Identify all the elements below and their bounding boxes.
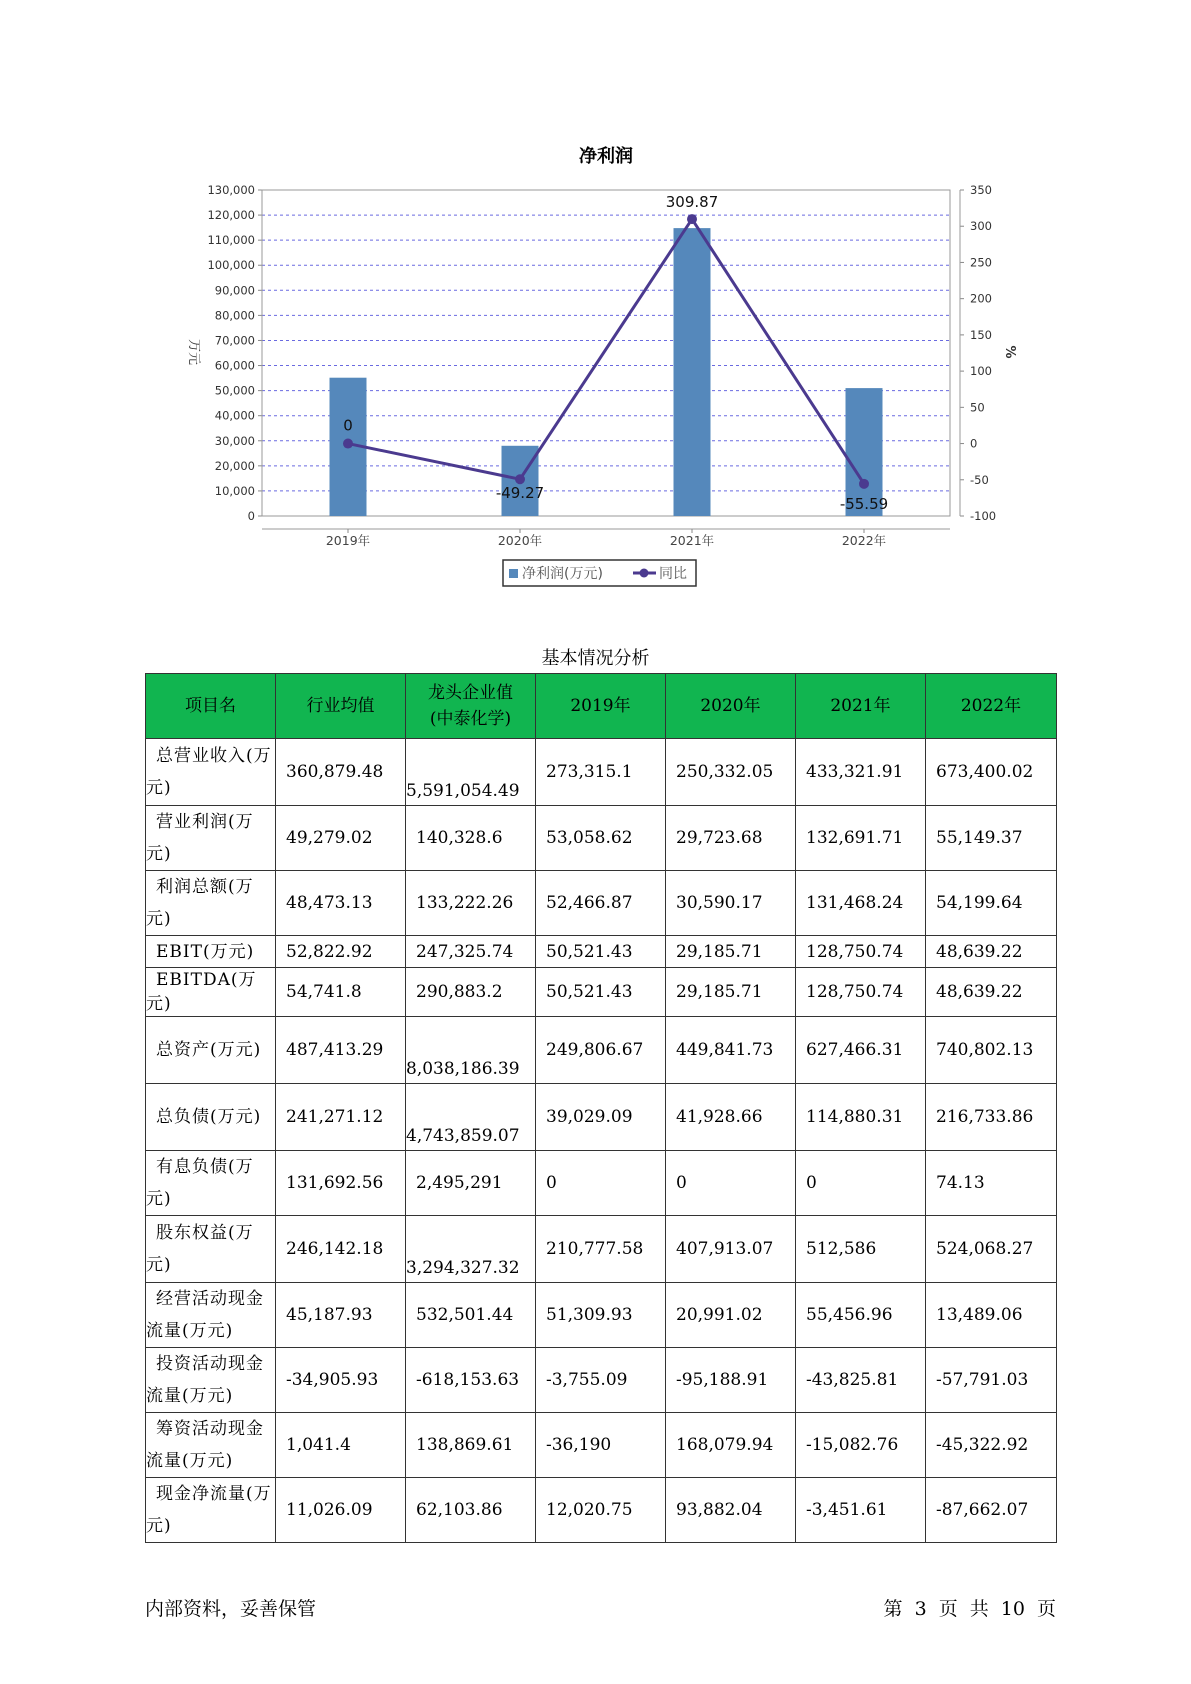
y2-tick-label: -50	[970, 472, 989, 487]
y-tick-label: 50,000	[214, 383, 255, 398]
y2-tick-label: 150	[970, 327, 992, 342]
row-label: EBITDA(万元)	[146, 968, 276, 1017]
column-header	[146, 674, 276, 739]
table-row	[146, 1283, 1057, 1348]
yoy-data-label: -55.59	[839, 494, 889, 513]
table-row	[146, 1348, 1057, 1413]
table-row	[146, 1151, 1057, 1216]
chart-title: 净利润	[579, 146, 633, 167]
table-cell-y2019: 12,020.75	[536, 1478, 666, 1543]
y2-tick-label: -100	[970, 509, 997, 523]
legend-line-label: 同比	[659, 566, 687, 582]
table-cell-y2022: 524,068.27	[926, 1216, 1057, 1283]
table-row	[146, 1017, 1057, 1084]
table-cell-lead: 3,294,327.32	[406, 1216, 536, 1283]
table-cell-lead: -618,153.63	[406, 1348, 536, 1413]
row-label: 股东权益(万元)	[146, 1216, 276, 1283]
x-tick-label: 2022年	[841, 533, 887, 548]
table-cell-y2021: -15,082.76	[796, 1413, 926, 1478]
column-header-text: 2019年	[570, 696, 631, 716]
table-cell-y2021: 114,880.31	[796, 1084, 926, 1151]
x-tick-label: 2019年	[325, 533, 371, 548]
table-cell-y2021: 131,468.24	[796, 871, 926, 936]
yoy-line	[348, 219, 864, 484]
column-header	[926, 674, 1057, 739]
table-row	[146, 936, 1057, 968]
table-cell-lead: 532,501.44	[406, 1283, 536, 1348]
table-cell-y2022: 740,802.13	[926, 1017, 1057, 1084]
y-tick-label: 40,000	[214, 408, 255, 423]
table-cell-y2019: 53,058.62	[536, 806, 666, 871]
table-cell-y2020: 168,079.94	[666, 1413, 796, 1478]
row-label: 筹资活动现金流量(万元)	[146, 1413, 276, 1478]
table-cell-y2019: 52,466.87	[536, 871, 666, 936]
table-cell-avg: 246,142.18	[276, 1216, 406, 1283]
row-label: 营业利润(万元)	[146, 806, 276, 871]
table-cell-lead: 2,495,291	[406, 1151, 536, 1216]
table-cell-y2019: 273,315.1	[536, 739, 666, 806]
table-cell-y2022: 13,489.06	[926, 1283, 1057, 1348]
row-label: 总资产(万元)	[146, 1017, 276, 1084]
table-cell-y2020: 29,185.71	[666, 968, 796, 1017]
table-cell-y2019: 50,521.43	[536, 936, 666, 968]
footer-page-number: 第 3 页 共 10 页	[883, 1598, 1056, 1620]
column-header-text: 2022年	[960, 696, 1022, 716]
table-cell-y2021: -3,451.61	[796, 1478, 926, 1543]
table-cell-avg: 54,741.8	[276, 968, 406, 1017]
table-cell-y2022: 48,639.22	[926, 968, 1057, 1017]
row-label: 有息负债(万元)	[146, 1151, 276, 1216]
table-cell-y2022: 673,400.02	[926, 739, 1057, 806]
table-cell-avg: 48,473.13	[276, 871, 406, 936]
table-cell-y2019: 249,806.67	[536, 1017, 666, 1084]
table-row	[146, 1084, 1057, 1151]
table-cell-y2020: 29,185.71	[666, 936, 796, 968]
column-header	[666, 674, 796, 739]
table-cell-avg: -34,905.93	[276, 1348, 406, 1413]
table-row	[146, 968, 1057, 1017]
table-cell-lead: 5,591,054.49	[406, 739, 536, 806]
y-tick-label: 120,000	[207, 208, 255, 223]
net-profit-chart	[0, 0, 1191, 600]
table-cell-y2022: 74.13	[926, 1151, 1057, 1216]
table-cell-y2022: -57,791.03	[926, 1348, 1057, 1413]
table-cell-y2022: 55,149.37	[926, 806, 1057, 871]
y-tick-label: 110,000	[207, 233, 255, 248]
yoy-data-label: -49.27	[495, 484, 545, 503]
x-tick-label: 2021年	[669, 533, 715, 548]
row-label: EBIT(万元)	[146, 936, 276, 968]
table-cell-y2020: 93,882.04	[666, 1478, 796, 1543]
y-tick-label: 30,000	[214, 433, 255, 448]
yoy-point	[343, 439, 353, 449]
table-cell-y2020: 407,913.07	[666, 1216, 796, 1283]
table-cell-y2021: 128,750.74	[796, 936, 926, 968]
y-tick-label: 10,000	[214, 483, 255, 498]
table-cell-y2019: 39,029.09	[536, 1084, 666, 1151]
table-cell-lead: 290,883.2	[406, 968, 536, 1017]
table-cell-y2019: 0	[536, 1151, 666, 1216]
table-cell-y2020: 20,991.02	[666, 1283, 796, 1348]
table-cell-lead: 138,869.61	[406, 1413, 536, 1478]
table-cell-y2022: -87,662.07	[926, 1478, 1057, 1543]
y2-axis-label: %	[1002, 345, 1017, 359]
table-cell-lead: 8,038,186.39	[406, 1017, 536, 1084]
y-tick-label: 130,000	[207, 183, 255, 197]
y-tick-label: 20,000	[214, 458, 255, 473]
column-header	[406, 674, 536, 739]
row-label: 投资活动现金流量(万元)	[146, 1348, 276, 1413]
column-header	[276, 674, 406, 739]
y2-tick-label: 250	[970, 255, 992, 270]
table-cell-avg: 131,692.56	[276, 1151, 406, 1216]
y2-tick-label: 350	[970, 183, 992, 197]
column-header-text: (中泰化学)	[429, 709, 512, 729]
row-label: 总负债(万元)	[146, 1084, 276, 1151]
column-header-text: 行业均值	[306, 696, 375, 716]
y-tick-label: 70,000	[214, 333, 255, 348]
table-cell-lead: 247,325.74	[406, 936, 536, 968]
table-cell-y2021: 433,321.91	[796, 739, 926, 806]
column-header	[536, 674, 666, 739]
yoy-point	[687, 214, 697, 224]
table-cell-y2022: 54,199.64	[926, 871, 1057, 936]
y2-tick-label: 0	[970, 436, 978, 451]
table-cell-avg: 487,413.29	[276, 1017, 406, 1084]
y-tick-label: 0	[247, 509, 255, 523]
table-cell-lead: 62,103.86	[406, 1478, 536, 1543]
legend-line-marker	[640, 569, 649, 578]
table-row	[146, 1216, 1057, 1283]
y2-tick-label: 50	[970, 400, 985, 415]
table-cell-y2021: -43,825.81	[796, 1348, 926, 1413]
table-row	[146, 871, 1057, 936]
table-cell-avg: 241,271.12	[276, 1084, 406, 1151]
table-cell-y2020: -95,188.91	[666, 1348, 796, 1413]
table-row	[146, 739, 1057, 806]
table-cell-lead: 4,743,859.07	[406, 1084, 536, 1151]
y-tick-label: 90,000	[214, 283, 255, 298]
y-axis-label: 万元	[186, 338, 201, 366]
table-cell-lead: 140,328.6	[406, 806, 536, 871]
footer-confidential-note: 内部资料，妥善保管	[145, 1598, 317, 1620]
yoy-point	[859, 479, 869, 489]
legend-bar-swatch	[509, 569, 518, 578]
table-cell-y2021: 512,586	[796, 1216, 926, 1283]
table-cell-y2022: 48,639.22	[926, 936, 1057, 968]
table-cell-avg: 11,026.09	[276, 1478, 406, 1543]
table-cell-y2022: 216,733.86	[926, 1084, 1057, 1151]
yoy-point	[515, 474, 525, 484]
y2-tick-label: 300	[970, 219, 992, 234]
column-header-text: 龙头企业值	[428, 683, 513, 703]
y-tick-label: 80,000	[214, 308, 255, 323]
x-tick-label: 2020年	[497, 533, 543, 548]
column-header-text: 2020年	[700, 696, 761, 716]
table-cell-y2022: -45,322.92	[926, 1413, 1057, 1478]
y-tick-label: 100,000	[207, 258, 255, 273]
column-header-text: 2021年	[830, 696, 891, 716]
table-cell-avg: 52,822.92	[276, 936, 406, 968]
y2-tick-label: 100	[970, 364, 992, 379]
yoy-data-label: 309.87	[665, 193, 719, 212]
column-header	[796, 674, 926, 739]
table-cell-lead: 133,222.26	[406, 871, 536, 936]
table-body	[146, 739, 1057, 1543]
table-cell-avg: 45,187.93	[276, 1283, 406, 1348]
table-cell-y2019: -3,755.09	[536, 1348, 666, 1413]
table-cell-y2019: 50,521.43	[536, 968, 666, 1017]
table-row	[146, 806, 1057, 871]
bar-2021年	[674, 228, 711, 516]
row-label: 现金净流量(万元)	[146, 1478, 276, 1543]
table-cell-y2020: 29,723.68	[666, 806, 796, 871]
basic-analysis-table	[145, 673, 1057, 1543]
legend-bar-label: 净利润(万元)	[522, 566, 603, 582]
table-header	[146, 674, 1057, 739]
table-cell-y2020: 30,590.17	[666, 871, 796, 936]
y-tick-label: 60,000	[214, 358, 255, 373]
y2-tick-label: 200	[970, 291, 992, 306]
table-cell-avg: 49,279.02	[276, 806, 406, 871]
row-label: 经营活动现金流量(万元)	[146, 1283, 276, 1348]
row-label: 利润总额(万元)	[146, 871, 276, 936]
table-cell-y2020: 449,841.73	[666, 1017, 796, 1084]
table-cell-y2021: 0	[796, 1151, 926, 1216]
row-label: 总营业收入(万元)	[146, 739, 276, 806]
yoy-data-label: 0	[343, 416, 353, 435]
table-row	[146, 1413, 1057, 1478]
table-cell-y2019: 51,309.93	[536, 1283, 666, 1348]
table-title: 基本情况分析	[541, 648, 650, 669]
table-cell-y2019: 210,777.58	[536, 1216, 666, 1283]
table-cell-y2020: 41,928.66	[666, 1084, 796, 1151]
table-cell-y2021: 627,466.31	[796, 1017, 926, 1084]
table-cell-y2021: 55,456.96	[796, 1283, 926, 1348]
table-cell-avg: 360,879.48	[276, 739, 406, 806]
table-cell-avg: 1,041.4	[276, 1413, 406, 1478]
table-cell-y2020: 250,332.05	[666, 739, 796, 806]
table-cell-y2021: 128,750.74	[796, 968, 926, 1017]
table-cell-y2020: 0	[666, 1151, 796, 1216]
table-row	[146, 1478, 1057, 1543]
table-cell-y2019: -36,190	[536, 1413, 666, 1478]
column-header-text: 项目名	[185, 696, 236, 716]
table-cell-y2021: 132,691.71	[796, 806, 926, 871]
